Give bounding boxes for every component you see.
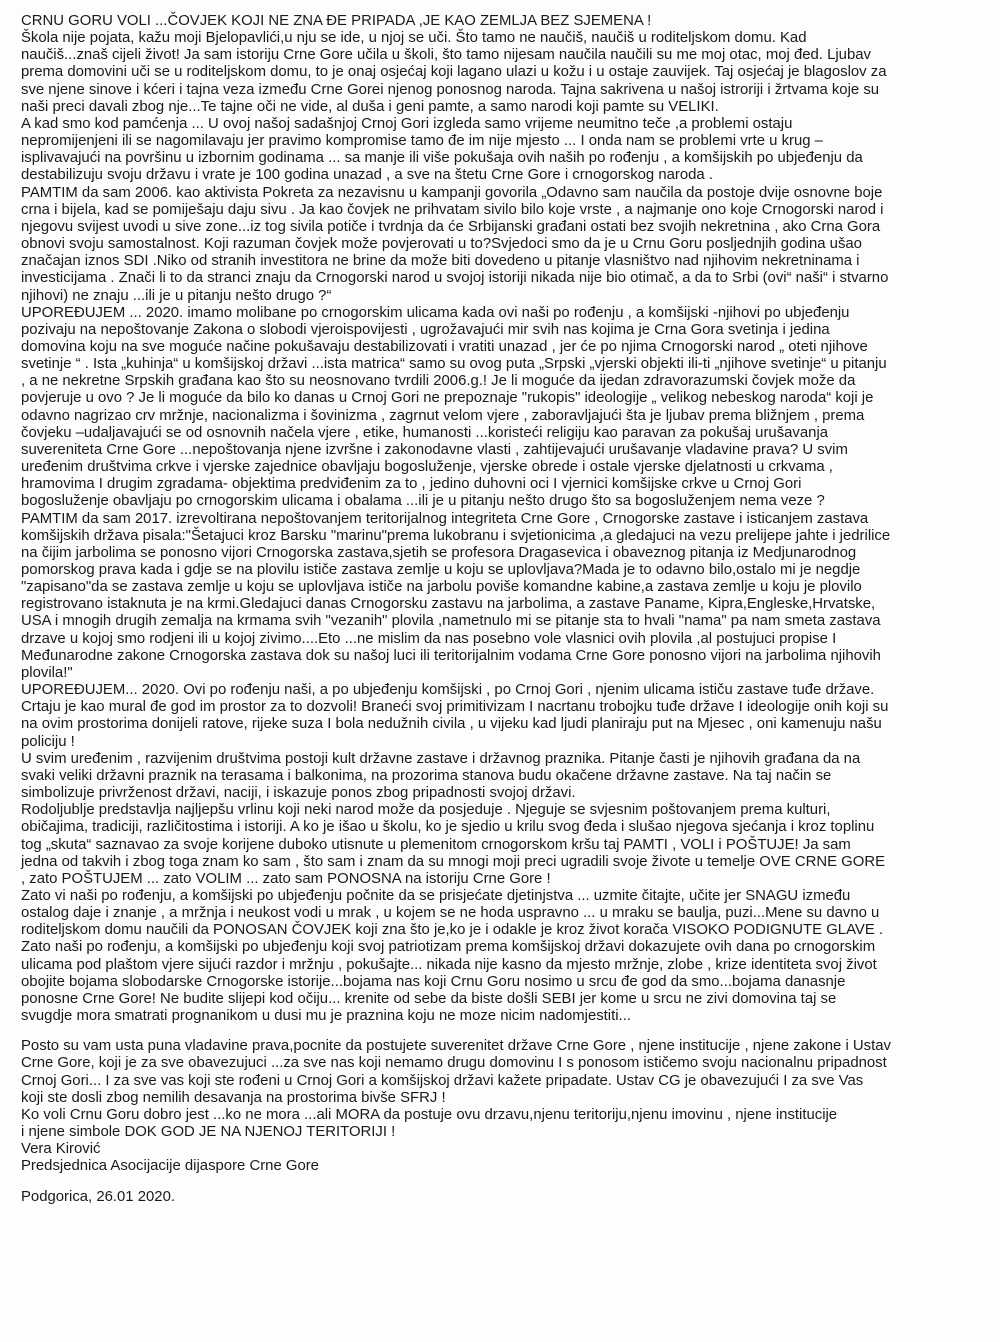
paragraph-pamtim-2006: PAMTIM da sam 2006. kao aktivista Pokreta za nezavisnu u kampanji govorila „Odavno sam naučila da postoje dvije osnovne boje crna i bijela, kad se pomiješaju daju sivu . Ja kao čovjek ne prihvatam sivilo bilo koje vrste , a najmanje ono koje Crnogorski narod i njegovu svijest uvodi u sive zone...iz tog sivila potiče i tvrdnja da će Srbijanski građani ostati bez svojih nekretnina , ako Crna Gora obnovi svoju samostalnost. Koji razuman čovjek može povjerovati u to?Svjedoci smo da je u Crnu Goru posljednjih godina ušao značajan iznos SDI .Niko od stranih investitora ne brine da može biti dovedeno u pitanje vlasništvo nad njihovim nekretninama i investicijama . Znači li to da stranci znaju da Crnogorski narod u svojoj istoriji nikada nije bio otimač, a da to Srbi (ovi“ naši“ i stvarno njihovi) ne znaju ...ili je u pitanju nešto drugo ?“ [21, 184, 889, 304]
signature-name: Vera Kirović [21, 1141, 101, 1158]
paragraph-school: Škola nije pojata, kažu moji Bjelopavlići,u nju se ide, u njoj se uči. Što tamo ne naučiš, naučiš u roditeljskom domu. Kad naučiš...znaš cijeli život! Ja sam istoriju Crne Gore učila u školi, što tamo nijesam naučila naučili su me moj otac, moj đed. Ljubav prema domovini uči se u roditeljskom domu, to je onaj osjećaj koji lagano ulazi u kožu i u ostaje zauvijek. Taj osjećaj je blagoslov za sve njene sinove i kćeri i tajna veza između Crne Gorei njenog ponosnog naroda. Tajna sakrivena u našoj istroriji i žrtvama koje su naši preci davali zbog nje...Te tajne oči ne vide, al duša i geni pamte, a samo narodi koji pamte su VELIKI. [21, 30, 887, 115]
paragraph-patriotism: Rodoljublje predstavlja najljepšu vrlinu koji neki narod može da posjeduje . Njeguje se svjesnim poštovanjem prema kulturi, običajima, tradiciji, različitostima i istoriji. A ko je išao u školu, ko je sjedio u krilu svog đeda i slušao njegova sjećanja i kroz toplinu tog „skuta“ saznavao za svoje korijene duboko utisnute u plemenitom crnogorskom kršu taj PAMTI , VOLI i POŠTUJE! Ja sam jedna od takvih i zbog toga znam ko sam , što sam i znam da su mnogi moji preci ugradili svoje živote u temelje OVE CRNE GORE , zato POŠTUJEM ... zato VOLIM ... zato sam PONOSNA na istoriju Crne Gore ! [21, 802, 886, 887]
paragraph-knowledge: Zato vi naši po rođenju, a komšijski po ubjeđenju počnite da se prisjećate djetinjstva ... uzmite čitajte, učite jer SNAGU između ostalog daje i znanje , a mržnja i neukost vodi u mrak , u kojem se ne hoda uspravno ... u mraku se baulja, puzi...Mene su davno u roditeljskom domu naučili da PONOSAN ČOVJEK koji zna što je,ko je i odakle je kroz život korača VISOKO PODIGNUTE GLAVE . [21, 887, 884, 939]
paragraph-flag-cult: U svim uređenim , razvijenim društvima postoji kult državne zastave i državnog praznika. Pitanje časti je njihovih građana da na svaki veliki državni praznik na terasama i balkonima, na prozorima stanova budu okačene državne zastave. Na taj način se simbolizuje privrženost državi, naciji, i iskazuje ponos zbog pripadnosti svojoj državi. [21, 750, 861, 802]
letter-title: CRNU GORU VOLI ...ČOVJEK KOJI NE ZNA ĐE PRIPADA ,JE KAO ZEMLJA BEZ SJEMENA ! [21, 13, 652, 29]
paragraph-closing: Ko voli Crnu Goru dobro jest ...ko ne mora ...ali MORA da postuje ovu drzavu,njenu teritoriju,njenu imovinu , njene institucije i njene simbole DOK GOD JE NA NJENOJ TERITORIJI ! [21, 1106, 838, 1140]
signature-place-date: Podgorica, 26.01 2020. [21, 1189, 175, 1206]
signature-role: Predsjednica Asocijacije dijaspore Crne Gore [21, 1158, 319, 1175]
letter-document [21, 13, 987, 1207]
paragraph-appeal: Zato naši po rođenju, a komšijski po ubjeđenju koji svoj patriotizam prema komšijskoj državi dokazujete ovih dana po crnogorskim ulicama pod plaštom vjere sijući razdor i mržnju , pokušajte... nikada nije kasno da mjesto mržnje, zlobe , krize identiteta svoj život obojite bojama slobodarske Crnogorske istorije...bojama nas koji Crnu Goru nosimo u srcu đe god da smo...bojama danasnje ponosne Crne Gore! Ne budite slijepi kod očiju... krenite od sebe da biste došli SEBI jer kome u srcu ne zivi domovina taj se svugdje mora smatrati prognanikom u dusi mu je praznina koju ne moze nicim nadomjestiti... [21, 939, 877, 1025]
paragraph-memory: A kad smo kod pamćenja ... U ovoj našoj sadašnjoj Crnoj Gori izgleda samo vrijeme neumitno teče ,a problemi ostaju nepromijenjeni ili se nagomilavaju jer pravimo kompromise tamo đe im nije mjesto ... I onda nam se problemi vrte u krug – isplivavajući na površinu u izbornim godinama ... sa manje ili više pokušaja ovih naših po rođenju , a komšijskih po ubjeđenju da destabilizuju svoju državu i vrate je 100 godina unazad , a sve na štetu Crne Gore i crnogorskog naroda . [21, 115, 863, 184]
paragraph-rule-of-law: Posto su vam usta puna vladavine prava,pocnite da postujete suverenitet države Crne Gore , njene institucije , njene zakone i Ustav Crne Gore, koji je za sve obavezujuci ...za sve nas koji nemamo drugu domovinu I s ponosom ističemo svoju nacionalnu pripadnost Crnoj Gori... I za sve vas koji ste rođeni u Crnoj Gori a komšijskoj državi kažete pripadate. Ustav CG je obavezujući I za sve Vas koji ste dosli zbog nemilih desavanja na prostorima bivše SFRJ ! [21, 1038, 891, 1106]
paragraph-pamtim-2017: PAMTIM da sam 2017. izrevoltirana nepoštovanjem teritorijalnog integriteta Crne Gore , Crnogorske zastave i isticanjem zastava komšijskih država pisala:"Šetajuci kroz Barsku "marinu"prema lukobranu i svjetionicima ,a gledajuci na vezu prelijepe jahte i jedrilice na čijim jarbolima se ponosno vijori Crnogorska zastava,sjetih se profesora Dragasevica i obaveznog pitanja iz Medjunarodnog pomorskog prava kada i gdje se na plovilu ističe zastava zemlje u koju se uplovljava?Mada je to odavno bilo,ostalo mi je negdje "zapisano"da se zastava zemlje u koju se uplovljava ističe na jarbolu poviše komandne kabine,a zastava zemlje u koju je plovilo registrovano istaknuta je na krmi.Gledajuci danas Crnogorsku zastavu na jarbolima, a zastave Paname, Kipra,Engleske,Hrvatske, USA i mnogih drugih zemalja na krmama svih "vezanih" plovila ,nametnulo mi se pitanje sta to hvali "nama" pa nam smeta zastava drzave u kojoj smo rodjeni ili u kojoj zivimo....Eto ...ne mislim da nas posebno vole vlasnici ovih plovila ,al postujuci propise I Međunarodne zakone Crnogorska zastava dok su našoj luci ili teritorijalnim vodama Crne Gore ponosno vijori na jarbolima njihovih plovila!" [21, 510, 891, 681]
paragraph-uporedjujem-religion: UPOREĐUJEM ... 2020. imamo molibane po crnogorskim ulicama kada ovi naši po rođenju , a komšijski -njihovi po ubjeđenju pozivaju na nepoštovanje Zakona o slobodi vjeroispovijesti , ugrožavajući mir svih nas kojima je Crna Gora svetinja i jedina domovina koju na sve moguće načine pokušavaju destabilizovati i vratiti unazad , jer će po njima Crnogorski narod „ oteti njihove svetinje “ . Ista „kuhinja“ u komšijskoj državi ...ista matrica“ samo su ovog puta „Srpski „vjerski objekti ili-ti „njihove svetinje“ u pitanju , a ne nekretne Srpskih građana kao što su neosnovano tvrdili 2006.g.! Je li moguće da ijedan zdravorazumski čovjek može da povjeruje u ovo ? Je li moguće da bilo ko danas u Crnoj Gori ne prepoznaje "rukopis" ideologije „ velikog nebeskog naroda“ koji je odavno nagrizao crv mržnje, nacionalizma i šovinizma , zagrnut velom vjere , zaboravljajući šta je ljubav prema bližnjem , prema čovjeku –udaljavajući se od osnovnih načela vjere , etike, humanosti ...koristeći religiju kao paravan za pokušaj urušavanja suvereniteta Crne Gore ...nepoštovanja njene izvršne i zakonodavne vlasti , zahtijevajući urušavanje vladavine prava? U svim uređenim društvima crkve i vjerske zajednice obavljaju bogosluženje, vjerske obrede i ostale vjerske djelatnosti u crkvama , hramovima I drugim zgradama- objektima predviđenim za to , jedino duhovni oci I vjernici komšijske crkve u Crnoj Gori bogosluženje obavljaju po crnogorskim ulicama i obalama ...ili je u pitanju nešto drugo što sa bogosluženjem nema veze ? [21, 304, 887, 510]
paragraph-uporedjujem-flags: UPOREĐUJEM... 2020. Ovi po rođenju naši, a po ubjeđenju komšijski , po Crnoj Gori , njenim ulicama ističu zastave tuđe države. Crtaju je kao mural đe god im prostor za to dozvoli! Braneći svoj primitivizam I nacrtanu trobojku tuđe države I ideologije onih koji su na ovim prostorima donijeli ratove, rijeke suza I bola nedužnih civila , u vijeku kad ljudi planiraju put na Mjesec , oni kamenuju našu policiju ! [21, 682, 889, 750]
